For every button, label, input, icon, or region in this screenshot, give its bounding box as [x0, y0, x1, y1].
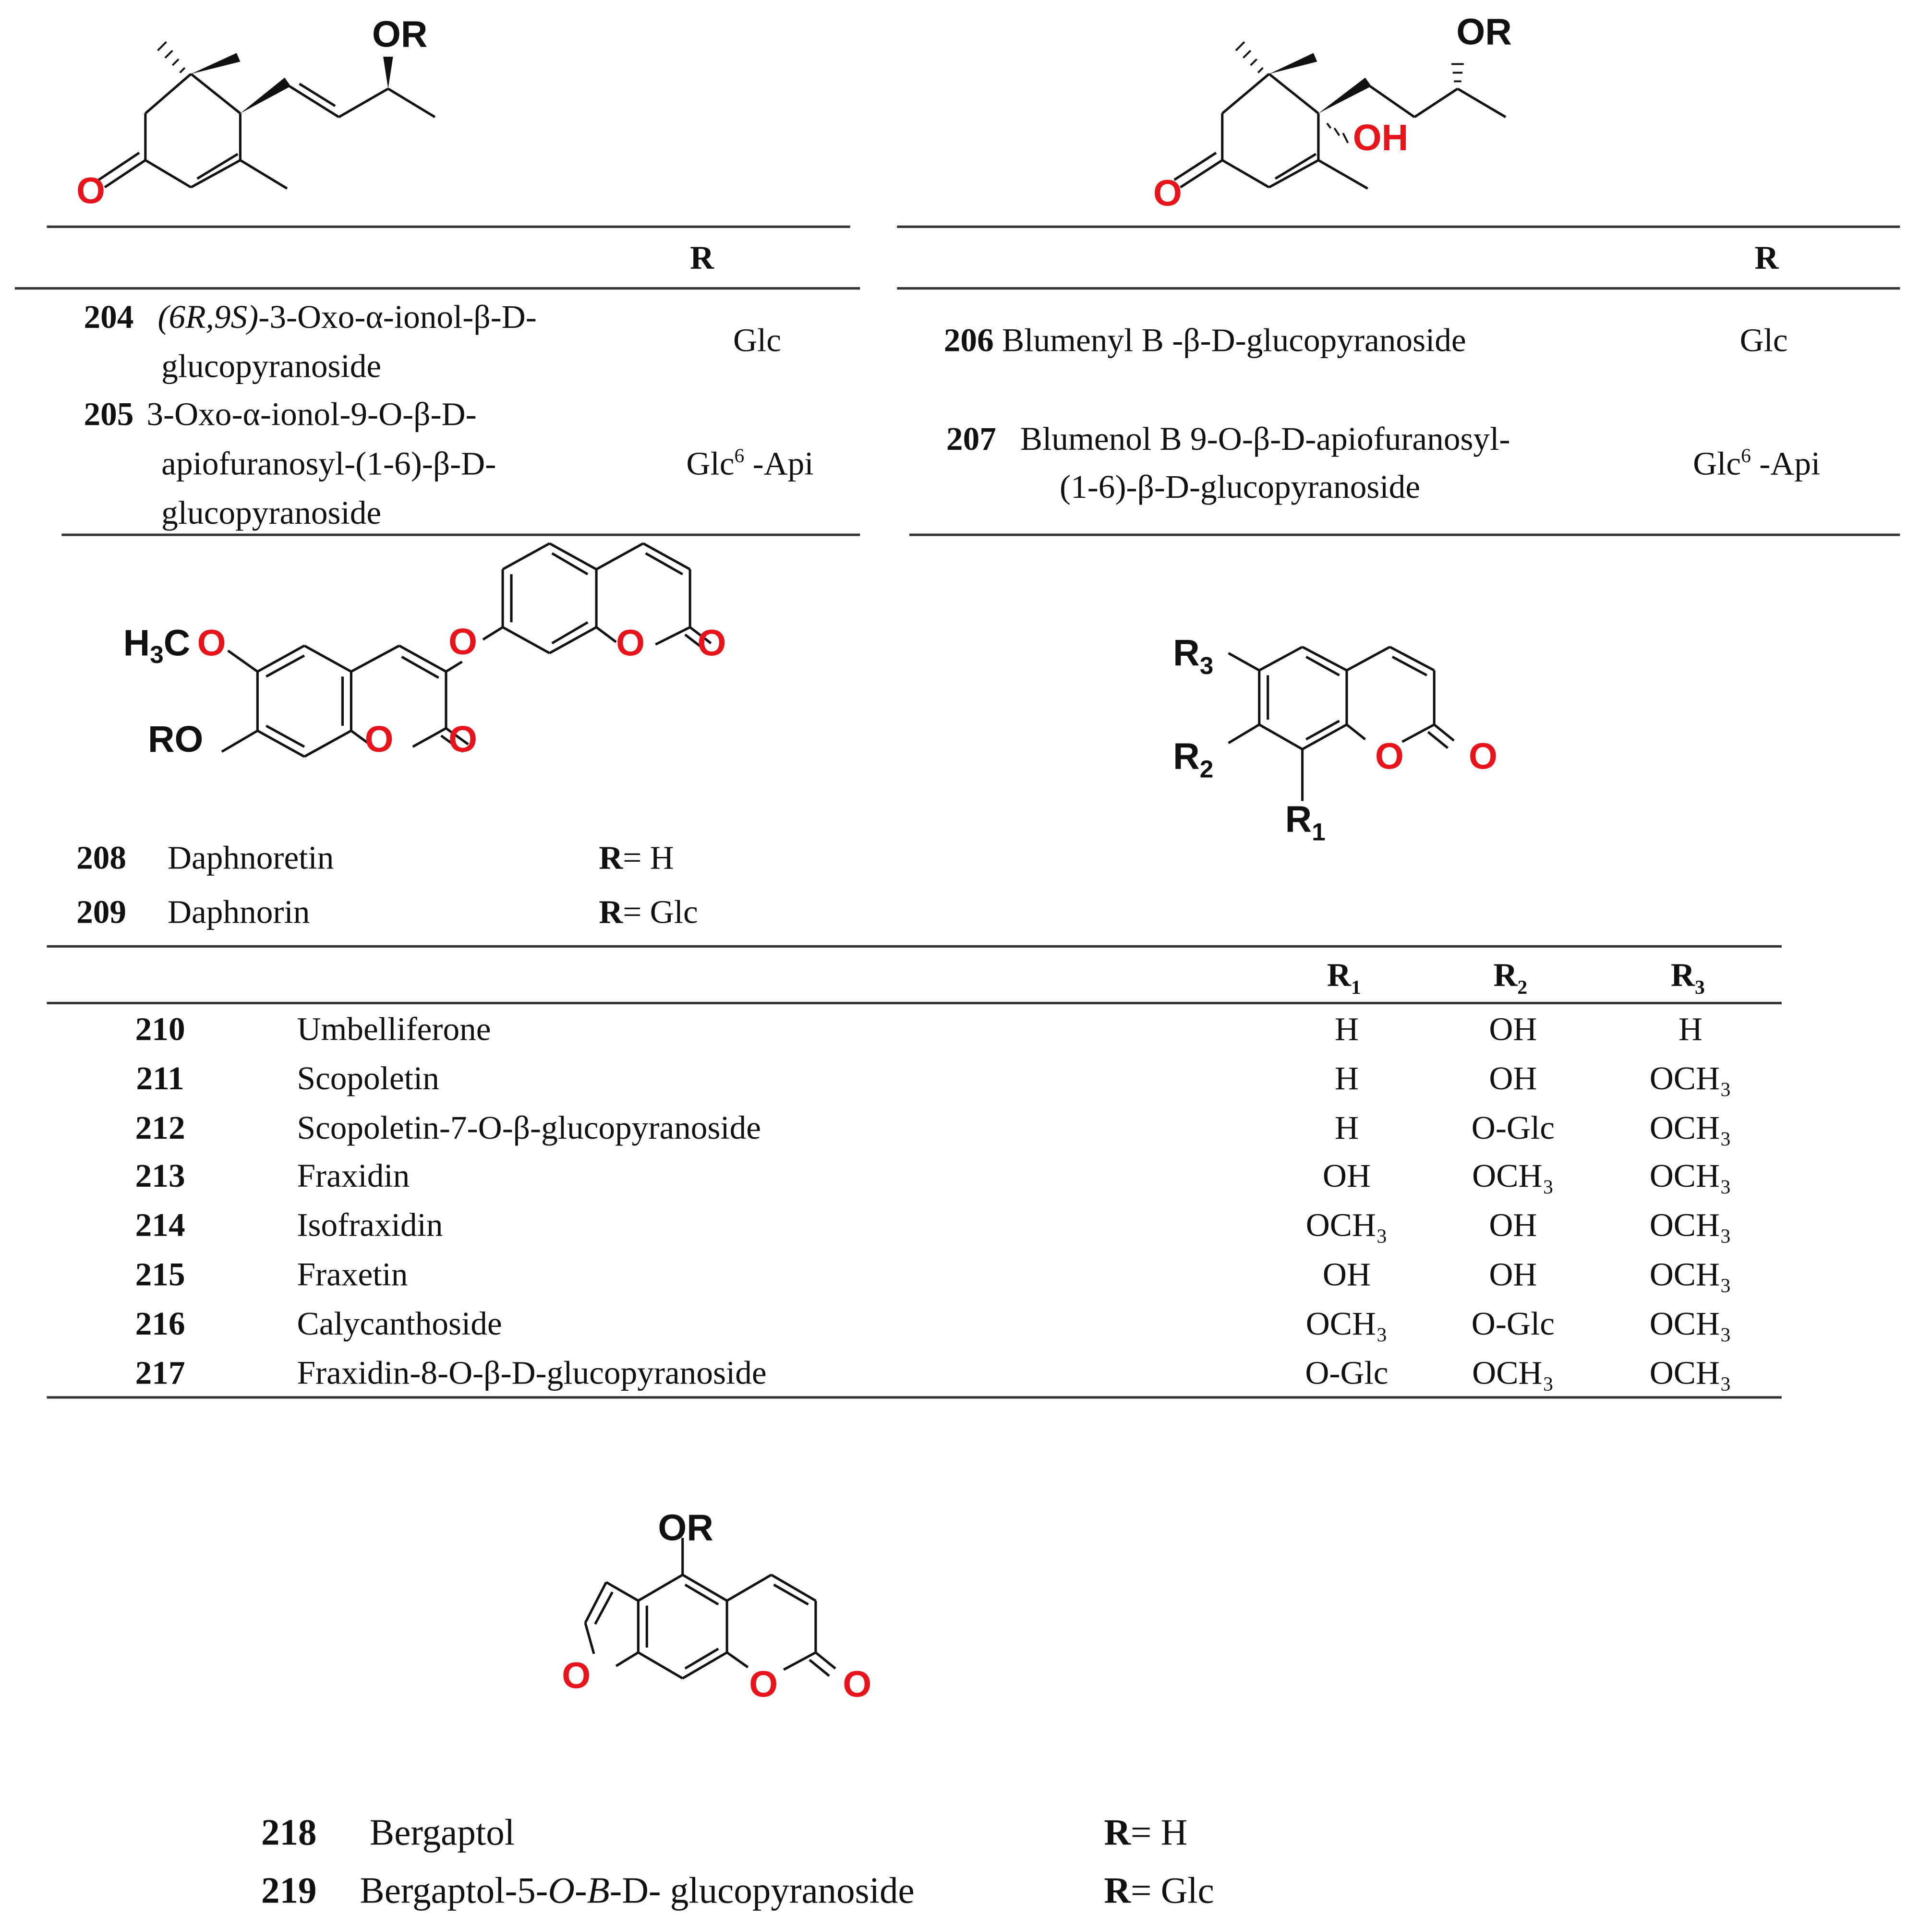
table3-header-rule	[47, 1002, 1782, 1004]
ring-o-label: O	[364, 718, 394, 760]
name-part: Bergaptol-5-	[360, 1870, 548, 1912]
r-value	[686, 446, 813, 481]
carbonyl-o-label: O	[448, 718, 478, 760]
ring-o2-label: O	[616, 622, 645, 664]
r-label: R	[1104, 1870, 1131, 1912]
r1-label-text: R	[1285, 798, 1312, 840]
r2-value: OH	[1489, 1010, 1537, 1047]
header-r2-base: R	[1493, 956, 1518, 993]
compound-id: 205	[84, 395, 134, 433]
blumenol-oh-label: OH	[1352, 117, 1409, 159]
r3-value: OCH₃	[1649, 1353, 1732, 1391]
r3-value: OCH₃	[1649, 1304, 1732, 1342]
table2-bottom-rule	[909, 533, 1900, 536]
r3-label	[1173, 632, 1213, 679]
table1-top-rule	[47, 226, 850, 228]
compound-id: 208	[76, 839, 127, 877]
header-r3-sub: 3	[1694, 976, 1705, 999]
blumenol-o-label: O	[1153, 172, 1182, 214]
ether-o-label: O	[448, 621, 478, 663]
r2-value: OCH₃	[1472, 1157, 1554, 1195]
header-r1	[1327, 956, 1361, 999]
name-part: -3-Oxo-α-ionol-β-D-	[258, 298, 537, 336]
ionol-structure	[0, 0, 493, 222]
header-r3	[1670, 956, 1705, 999]
daphnoretin-structure	[111, 537, 801, 783]
carbonyl-o-label: O	[1469, 735, 1497, 777]
r-tail: -Api	[744, 445, 814, 482]
ionol-or-label: OR	[372, 13, 428, 55]
r1-value: OH	[1322, 1157, 1371, 1195]
header-r1-base: R	[1327, 956, 1351, 993]
r1-value: H	[1334, 1108, 1359, 1146]
compound-id: 209	[76, 893, 127, 931]
r2-label-text: R	[1173, 735, 1200, 777]
header-r2	[1493, 956, 1528, 999]
compound-id: 206	[943, 321, 994, 359]
r-subscript: 1	[1312, 818, 1326, 846]
compound-id: 207	[946, 420, 996, 457]
compound-id: 212	[135, 1108, 185, 1146]
compound-name: Fraxidin	[297, 1157, 410, 1195]
compound-id: 204	[84, 298, 134, 336]
compound-name: Isofraxidin	[297, 1206, 443, 1244]
compound-name: Daphnorin	[168, 893, 310, 931]
r-value: = Glc	[1131, 1870, 1214, 1912]
r-value: = H	[1131, 1812, 1188, 1854]
r-label: R	[599, 893, 623, 931]
r-subscript: 2	[1199, 755, 1214, 783]
compound-id: 211	[136, 1059, 184, 1097]
r1-value: H	[1334, 1010, 1359, 1047]
name-italic-o: O	[548, 1870, 575, 1912]
r1-value: H	[1334, 1059, 1359, 1097]
compound-name	[360, 1870, 915, 1912]
r1-value: O-Glc	[1305, 1353, 1389, 1391]
compound-id: 219	[261, 1870, 317, 1912]
table1-bottom-rule	[61, 533, 860, 536]
table3-bottom-rule	[47, 1396, 1782, 1398]
r-sup: 6	[1741, 445, 1751, 467]
header-r1-sub: 1	[1351, 976, 1361, 999]
compound-id: 213	[135, 1157, 185, 1195]
compound-name: Calycanthoside	[297, 1304, 502, 1342]
r2-value: O-Glc	[1471, 1304, 1555, 1342]
r-subscript: 3	[1199, 652, 1214, 680]
r3-value: OCH₃	[1649, 1157, 1732, 1195]
name-part: -D- glucopyranoside	[609, 1870, 915, 1912]
compound-id: 217	[135, 1353, 185, 1391]
r-value: = Glc	[623, 893, 698, 931]
compound-name: Blumenyl B -β-D-glucopyranoside	[1002, 321, 1466, 359]
r3-value: OCH₃	[1649, 1059, 1732, 1097]
r-assignment	[599, 893, 698, 931]
compound-name: Daphnoretin	[168, 839, 334, 877]
ionol-o-label: O	[76, 170, 105, 212]
r2-value: O-Glc	[1471, 1108, 1555, 1146]
r1-value: OCH₃	[1305, 1304, 1388, 1342]
compound-name-cont: glucopyranoside	[161, 494, 382, 531]
compound-id: 218	[261, 1812, 317, 1854]
compound-name: Fraxidin-8-O-β-D-glucopyranoside	[297, 1353, 767, 1391]
table3-top-rule	[47, 945, 1782, 948]
r2-value: OH	[1489, 1059, 1537, 1097]
compound-id: 210	[135, 1010, 185, 1047]
r-label: R	[1104, 1812, 1131, 1854]
compound-name: 3-Oxo-α-ionol-9-O-β-D-	[146, 395, 477, 433]
r3-value: OCH₃	[1649, 1108, 1732, 1146]
r-assignment	[1104, 1812, 1188, 1854]
r-label: R	[599, 839, 623, 877]
ring-o-label: O	[1375, 735, 1404, 777]
r-sup: 6	[734, 445, 745, 467]
header-r3-base: R	[1670, 956, 1695, 993]
r-base: Glc	[686, 445, 735, 482]
r3-value: OCH₃	[1649, 1206, 1732, 1244]
table2-header-r: R	[1754, 239, 1779, 276]
r1-value: OCH₃	[1305, 1206, 1388, 1244]
table1-header-r: R	[690, 239, 714, 276]
ring-o-label: O	[749, 1663, 778, 1705]
compound-id: 215	[135, 1255, 185, 1293]
bergaptol-or-label: OR	[658, 1507, 713, 1549]
name-part: -	[574, 1870, 587, 1912]
r2-value: OH	[1489, 1255, 1537, 1293]
r-tail: -Api	[1751, 445, 1821, 482]
compound-row	[943, 321, 1466, 359]
r-value: = H	[623, 839, 674, 877]
compound-name-cont: glucopyranoside	[161, 347, 382, 385]
r-assignment	[1104, 1870, 1214, 1912]
r2-label	[1173, 736, 1213, 783]
r-base: Glc	[1693, 445, 1741, 482]
r3-label-text: R	[1173, 632, 1200, 674]
table2-header-rule	[897, 287, 1900, 289]
header-r2-sub: 2	[1517, 976, 1528, 999]
compound-name: Bergaptol	[369, 1812, 515, 1854]
r1-value: OH	[1322, 1255, 1371, 1293]
blumenol-or-label: OR	[1456, 11, 1512, 53]
bergaptol-structure	[530, 1506, 924, 1728]
compound-name: Blumenol B 9-O-β-D-apiofuranosyl-	[1020, 420, 1510, 457]
h3co-label: $H_3C$	[123, 622, 191, 668]
compound-name-cont: apiofuranosyl-(1-6)-β-D-	[161, 445, 496, 482]
furan-o-label: O	[562, 1655, 591, 1697]
carbonyl-o2-label: O	[697, 622, 726, 664]
r3-value: OCH₃	[1649, 1255, 1732, 1293]
r3-value: H	[1678, 1010, 1703, 1047]
coumarin-structure	[1158, 616, 1528, 862]
r-value: Glc	[1739, 321, 1788, 359]
stereo-descriptor: (6R,9S)	[157, 298, 259, 336]
carbonyl-o-label: O	[843, 1663, 872, 1705]
compound-name: Scopoletin	[297, 1059, 439, 1097]
compound-name: Fraxetin	[297, 1255, 408, 1293]
r-value: Glc	[733, 321, 781, 359]
r2-value: OH	[1489, 1206, 1537, 1244]
compound-name: Scopoletin-7-O-β-glucopyranoside	[297, 1108, 761, 1146]
methoxy-o-label: O	[197, 622, 226, 664]
r2-value: OCH₃	[1472, 1353, 1554, 1391]
r-assignment	[599, 839, 674, 877]
name-italic-b: B	[587, 1870, 610, 1912]
table2-top-rule	[897, 226, 1900, 228]
blumenol-structure	[1109, 0, 1602, 222]
ro-label: RO	[147, 718, 204, 760]
compound-name: Umbelliferone	[297, 1010, 491, 1047]
compound-name	[157, 298, 537, 336]
compound-id: 216	[135, 1304, 185, 1342]
table1-header-rule	[15, 287, 860, 289]
compound-id: 214	[135, 1206, 185, 1244]
r1-label	[1285, 799, 1326, 846]
r-value	[1693, 446, 1820, 481]
compound-name-cont: (1-6)-β-D-glucopyranoside	[1060, 468, 1421, 506]
